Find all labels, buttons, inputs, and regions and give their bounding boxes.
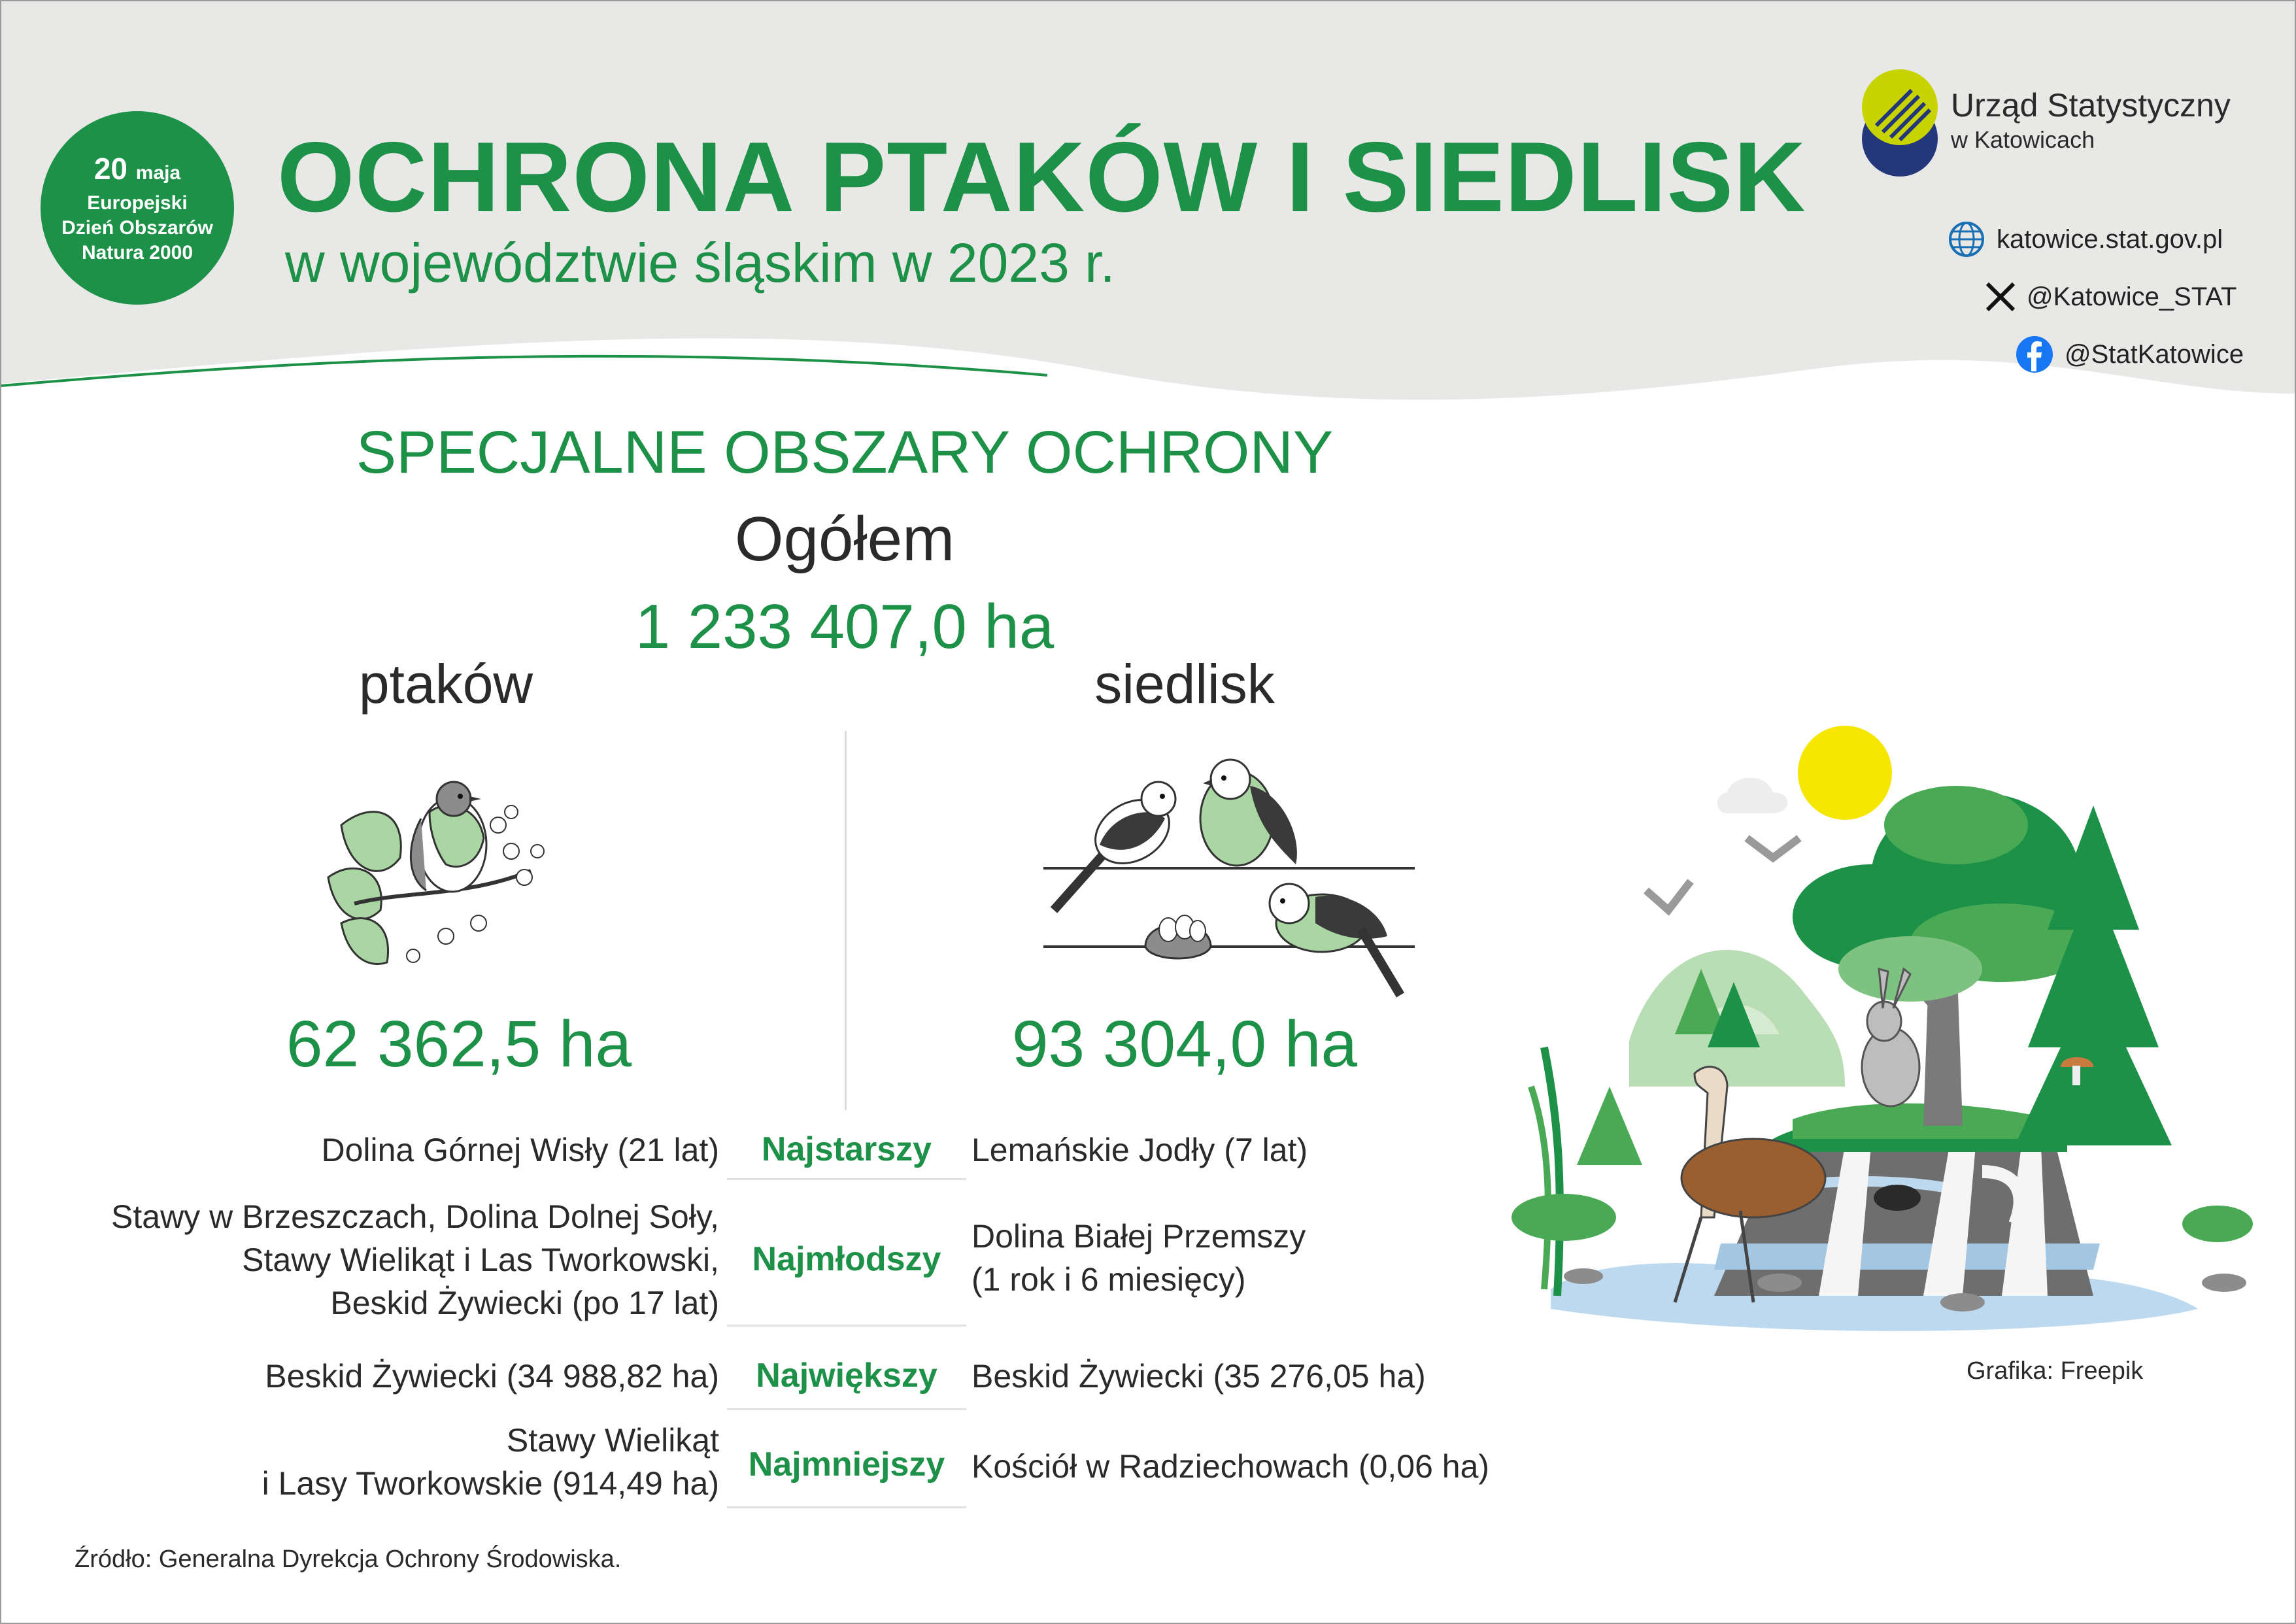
office-name-line1: Urząd Statystyczny <box>1951 87 2231 124</box>
smallest-birds-line: i Lasy Tworkowskie (914,49 ha) <box>262 1465 719 1502</box>
largest-birds-line: Beskid Żywiecki (34 988,82 ha) <box>265 1358 719 1395</box>
smallest-birds <box>262 1419 719 1505</box>
website-link[interactable] <box>1947 220 2223 259</box>
office-name <box>1951 85 2231 154</box>
robin-bird-illustration <box>315 773 564 982</box>
smallest-habitats <box>971 1445 1489 1488</box>
x-logo-icon <box>1985 277 2016 316</box>
section-title: SPECJALNE OBSZARY OCHRONY <box>356 419 1334 486</box>
badge-day: 20 <box>93 151 127 186</box>
badge-line3: Natura 2000 <box>81 241 194 263</box>
habitats-label: siedlisk <box>1094 653 1275 715</box>
column-divider <box>845 731 847 1110</box>
smallest-label: Najmniejszy <box>748 1446 945 1483</box>
largest-birds <box>265 1355 719 1398</box>
graphics-credit: Grafika: Freepik <box>1967 1357 2144 1385</box>
row-divider <box>727 1506 966 1508</box>
x-handle: @Katowice_STAT <box>2027 282 2237 311</box>
largest-label: Największy <box>756 1357 937 1395</box>
row-divider <box>727 1178 966 1180</box>
source-note: Źródło: Generalna Dyrekcja Ochrony Środowiska. <box>75 1546 622 1573</box>
habitats-value: 93 304,0 ha <box>1011 1007 1358 1081</box>
birds-value: 62 362,5 ha <box>286 1007 632 1081</box>
oldest-habitats <box>971 1128 1308 1172</box>
row-divider <box>727 1325 966 1327</box>
page-subtitle: w województwie śląskim w 2023 r. <box>285 232 1115 294</box>
youngest-label: Najmłodszy <box>752 1240 941 1278</box>
row-divider <box>727 1408 966 1410</box>
badge-line2: Dzień Obszarów <box>61 216 213 239</box>
badge-month: maja <box>135 161 181 184</box>
total-value: 1 233 407,0 ha <box>635 592 1055 662</box>
largest-habitats-line: Beskid Żywiecki (35 276,05 ha) <box>971 1358 1426 1395</box>
smallest-habitats-line: Kościół w Radziechowach (0,06 ha) <box>971 1448 1490 1485</box>
facebook-icon <box>2015 335 2054 374</box>
birds-label: ptaków <box>358 653 533 715</box>
oldest-habitats-line: Lemańskie Jodły (7 lat) <box>971 1132 1308 1168</box>
total-label: Ogółem <box>734 504 955 574</box>
oldest-birds-line: Dolina Górnej Wisły (21 lat) <box>321 1132 719 1168</box>
youngest-birds-line: Stawy Wielikąt i Las Tworkowski, <box>242 1242 719 1278</box>
smallest-birds-line: Stawy Wielikąt <box>506 1422 719 1459</box>
website-text: katowice.stat.gov.pl <box>1997 224 2223 254</box>
birds-on-wires-illustration <box>1034 753 1427 1008</box>
facebook-link[interactable] <box>2015 335 2244 374</box>
youngest-habitats <box>971 1215 1306 1301</box>
natura-2000-badge <box>41 111 234 305</box>
youngest-birds-line: Stawy w Brzeszczach, Dolina Dolnej Soły, <box>111 1198 719 1235</box>
office-name-line2: w Katowicach <box>1951 126 2095 153</box>
oldest-birds <box>321 1128 719 1172</box>
youngest-habitats-line: (1 rok i 6 miesięcy) <box>971 1261 1246 1298</box>
page-title: OCHRONA PTAKÓW I SIEDLISK <box>277 122 1806 233</box>
largest-habitats <box>971 1355 1426 1398</box>
x-link[interactable] <box>1985 277 2237 316</box>
facebook-handle: @StatKatowice <box>2065 339 2244 369</box>
badge-line1: Europejski <box>87 192 188 214</box>
nature-scene-illustration <box>1505 720 2257 1348</box>
youngest-habitats-line: Dolina Białej Przemszy <box>971 1218 1306 1255</box>
globe-icon <box>1947 220 1986 259</box>
office-logo-icon <box>1857 67 1943 179</box>
oldest-label: Najstarszy <box>761 1130 932 1168</box>
youngest-birds <box>111 1195 719 1325</box>
youngest-birds-line: Beskid Żywiecki (po 17 lat) <box>330 1285 719 1321</box>
